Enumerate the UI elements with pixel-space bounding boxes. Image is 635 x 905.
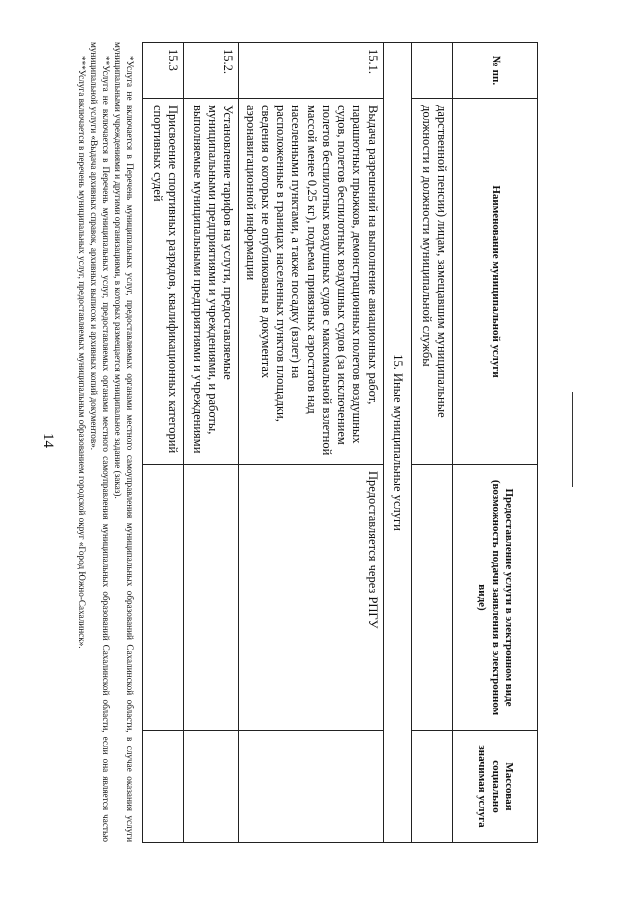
table-row-continuation [412,43,453,843]
cell-electronic [412,465,453,731]
cell-num: 15.1. [239,43,383,99]
header-num: № пп. [453,43,538,99]
footnote-3: ***Услуга включается в перечень муниципальных услуг, предоставляемых муниципальным образованием городской округ «Город Южно-Сахалинск». [76,56,87,649]
footnote-2: **Услуга не включается в Перечень муниципальных услуг, предоставляемых органами местного самоуправления муниципальных образований Сахалинской области, если она является частью муниципальной услуги «Выдача архивных справок, архивных выписок и архивных копий документов». [89,42,112,842]
cell-name: Присвоение спортивных разрядов, квалификационных категорий спортивных судей [143,99,184,465]
page-number: 14 [40,433,56,448]
cell-name: Установление тарифов на услуги, предоставляемые муниципальными предприятиями и учреждениями, и работы, выполняемые муниципальными предприятиями и учреждениями [184,99,239,465]
cell-mass [184,731,239,843]
cell-num: 15.3 [143,43,184,99]
cell-name: Выдача разрешений на выполнение авиационных работ, парашютных прыжков, демонстрационных полетов воздушных судов, полетов беспилотных воздушных судов (за исключением полетов беспилотных воздушных судов с максимальной взлетной массой менее 0,25 кг), подъема привязных аэростатов над населенными пунктами, а также посадку (взлет) на расположенные в границах населенных пунктов площадки, сведения о которых не опубликованы в документах аэронавигационной информации [239,99,383,465]
cell-name: дарственной пенсии) лицам, замещавшим муниципальные должности и должности муниципальной службы [412,99,453,465]
cell-num [412,43,453,99]
section-title: 15. Иные муниципальные услуги [383,43,411,843]
cell-electronic [184,465,239,731]
table-row [239,43,383,843]
footnotes [76,42,137,842]
header-electronic: Предоставление услуги в электронном виде (возможность подачи заявления в электронном виде) [453,465,538,731]
table-header-row [453,43,538,843]
cell-mass [412,731,453,843]
separator-line [572,392,573,487]
header-mass: Массовая социально значимая услуга [453,731,538,843]
cell-mass [143,731,184,843]
services-table [143,42,539,843]
cell-electronic [143,465,184,731]
rotated-content [76,42,538,842]
footnote-1: *Услуга не включается в Перечень муниципальных услуг, предоставляемых органами местного самоуправления муниципальных образований Сахалинской области, в случае оказания услуги муниципальными учреждениями и другими организациями, в которых размещается муниципальное задание (заказ). [113,42,136,842]
section-row [383,43,411,843]
table-row [143,43,184,843]
header-name: Наименование муниципальной услуги [453,99,538,465]
cell-mass [239,731,383,843]
cell-num: 15.2. [184,43,239,99]
table-row [184,43,239,843]
cell-electronic: Предоставляется через РПГУ [239,465,383,731]
